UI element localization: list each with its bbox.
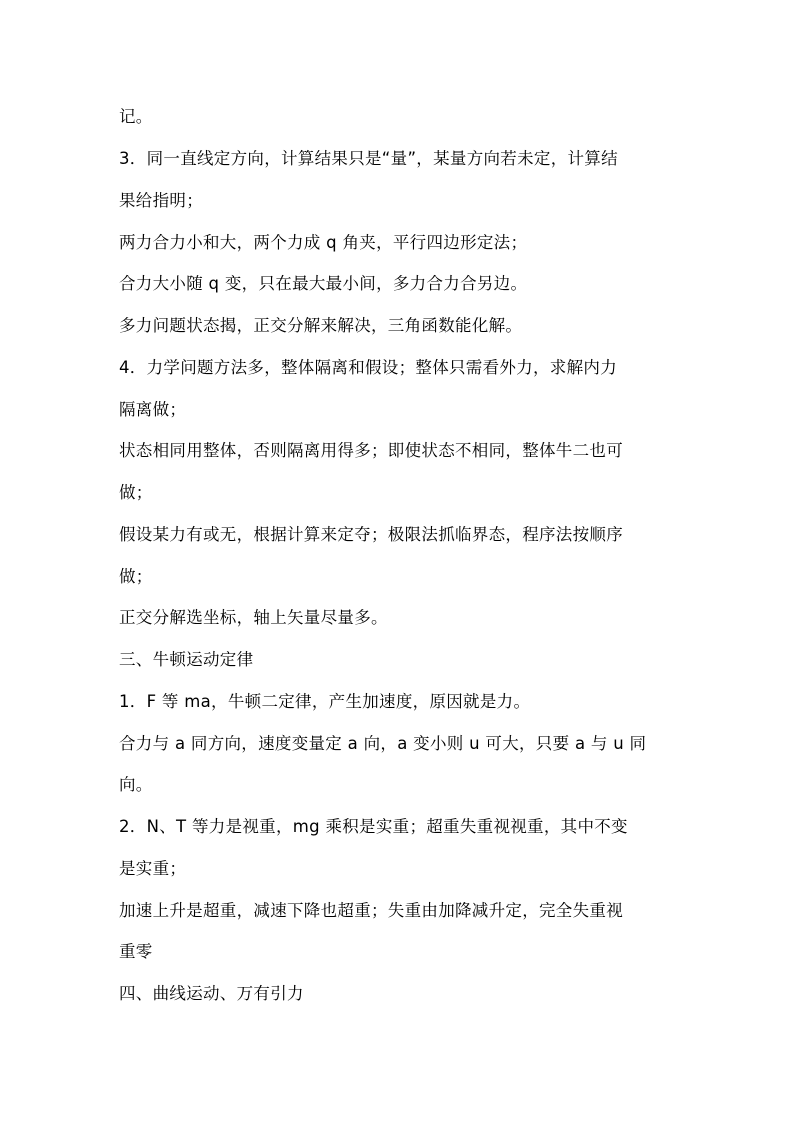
text-line: 加速上升是超重，减速下降也超重；失重由加降减升定，完全失重视: [119, 901, 623, 920]
text-line: 做；: [119, 483, 153, 502]
text-line: 两力合力小和大，两个力成 q 角夹，平行四边形定法；: [119, 233, 528, 252]
section-heading: 三、牛顿运动定律: [119, 650, 254, 669]
text-line: 假设某力有或无，根据计算来定夺；极限法抓临界态，程序法按顺序: [119, 525, 623, 544]
text-line: 1．F 等 ma，牛顿二定律，产生加速度，原因就是力。: [119, 692, 531, 711]
text-line: 合力大小随 q 变，只在最大最小间，多力合力合另边。: [119, 274, 528, 293]
section-heading: 四、曲线运动、万有引力: [119, 984, 304, 1003]
text-line: 多力问题状态揭，正交分解来解决，三角函数能化解。: [119, 316, 523, 335]
text-line: 重零: [119, 942, 153, 961]
text-line: 记。: [119, 107, 153, 126]
text-line: 合力与 a 同方向，速度变量定 a 向，a 变小则 u 可大，只要 a 与 u 同: [119, 734, 647, 753]
text-line: 3．同一直线定方向，计算结果只是“量”，某量方向若未定，计算结: [119, 149, 618, 168]
text-line: 状态相同用整体，否则隔离用得多；即使状态不相同，整体牛二也可: [119, 441, 623, 460]
text-line: 向。: [119, 775, 153, 794]
text-line: 4．力学问题方法多，整体隔离和假设；整体只需看外力，求解内力: [119, 358, 617, 377]
text-line: 做；: [119, 567, 153, 586]
text-line: 2．N、T 等力是视重，mg 乘积是实重；超重失重视视重，其中不变: [119, 817, 628, 836]
text-line: 果给指明；: [119, 191, 203, 210]
text-line: 是实重；: [119, 859, 187, 878]
text-line: 正交分解选坐标，轴上矢量尽量多。: [119, 608, 388, 627]
text-line: 隔离做；: [119, 400, 187, 419]
